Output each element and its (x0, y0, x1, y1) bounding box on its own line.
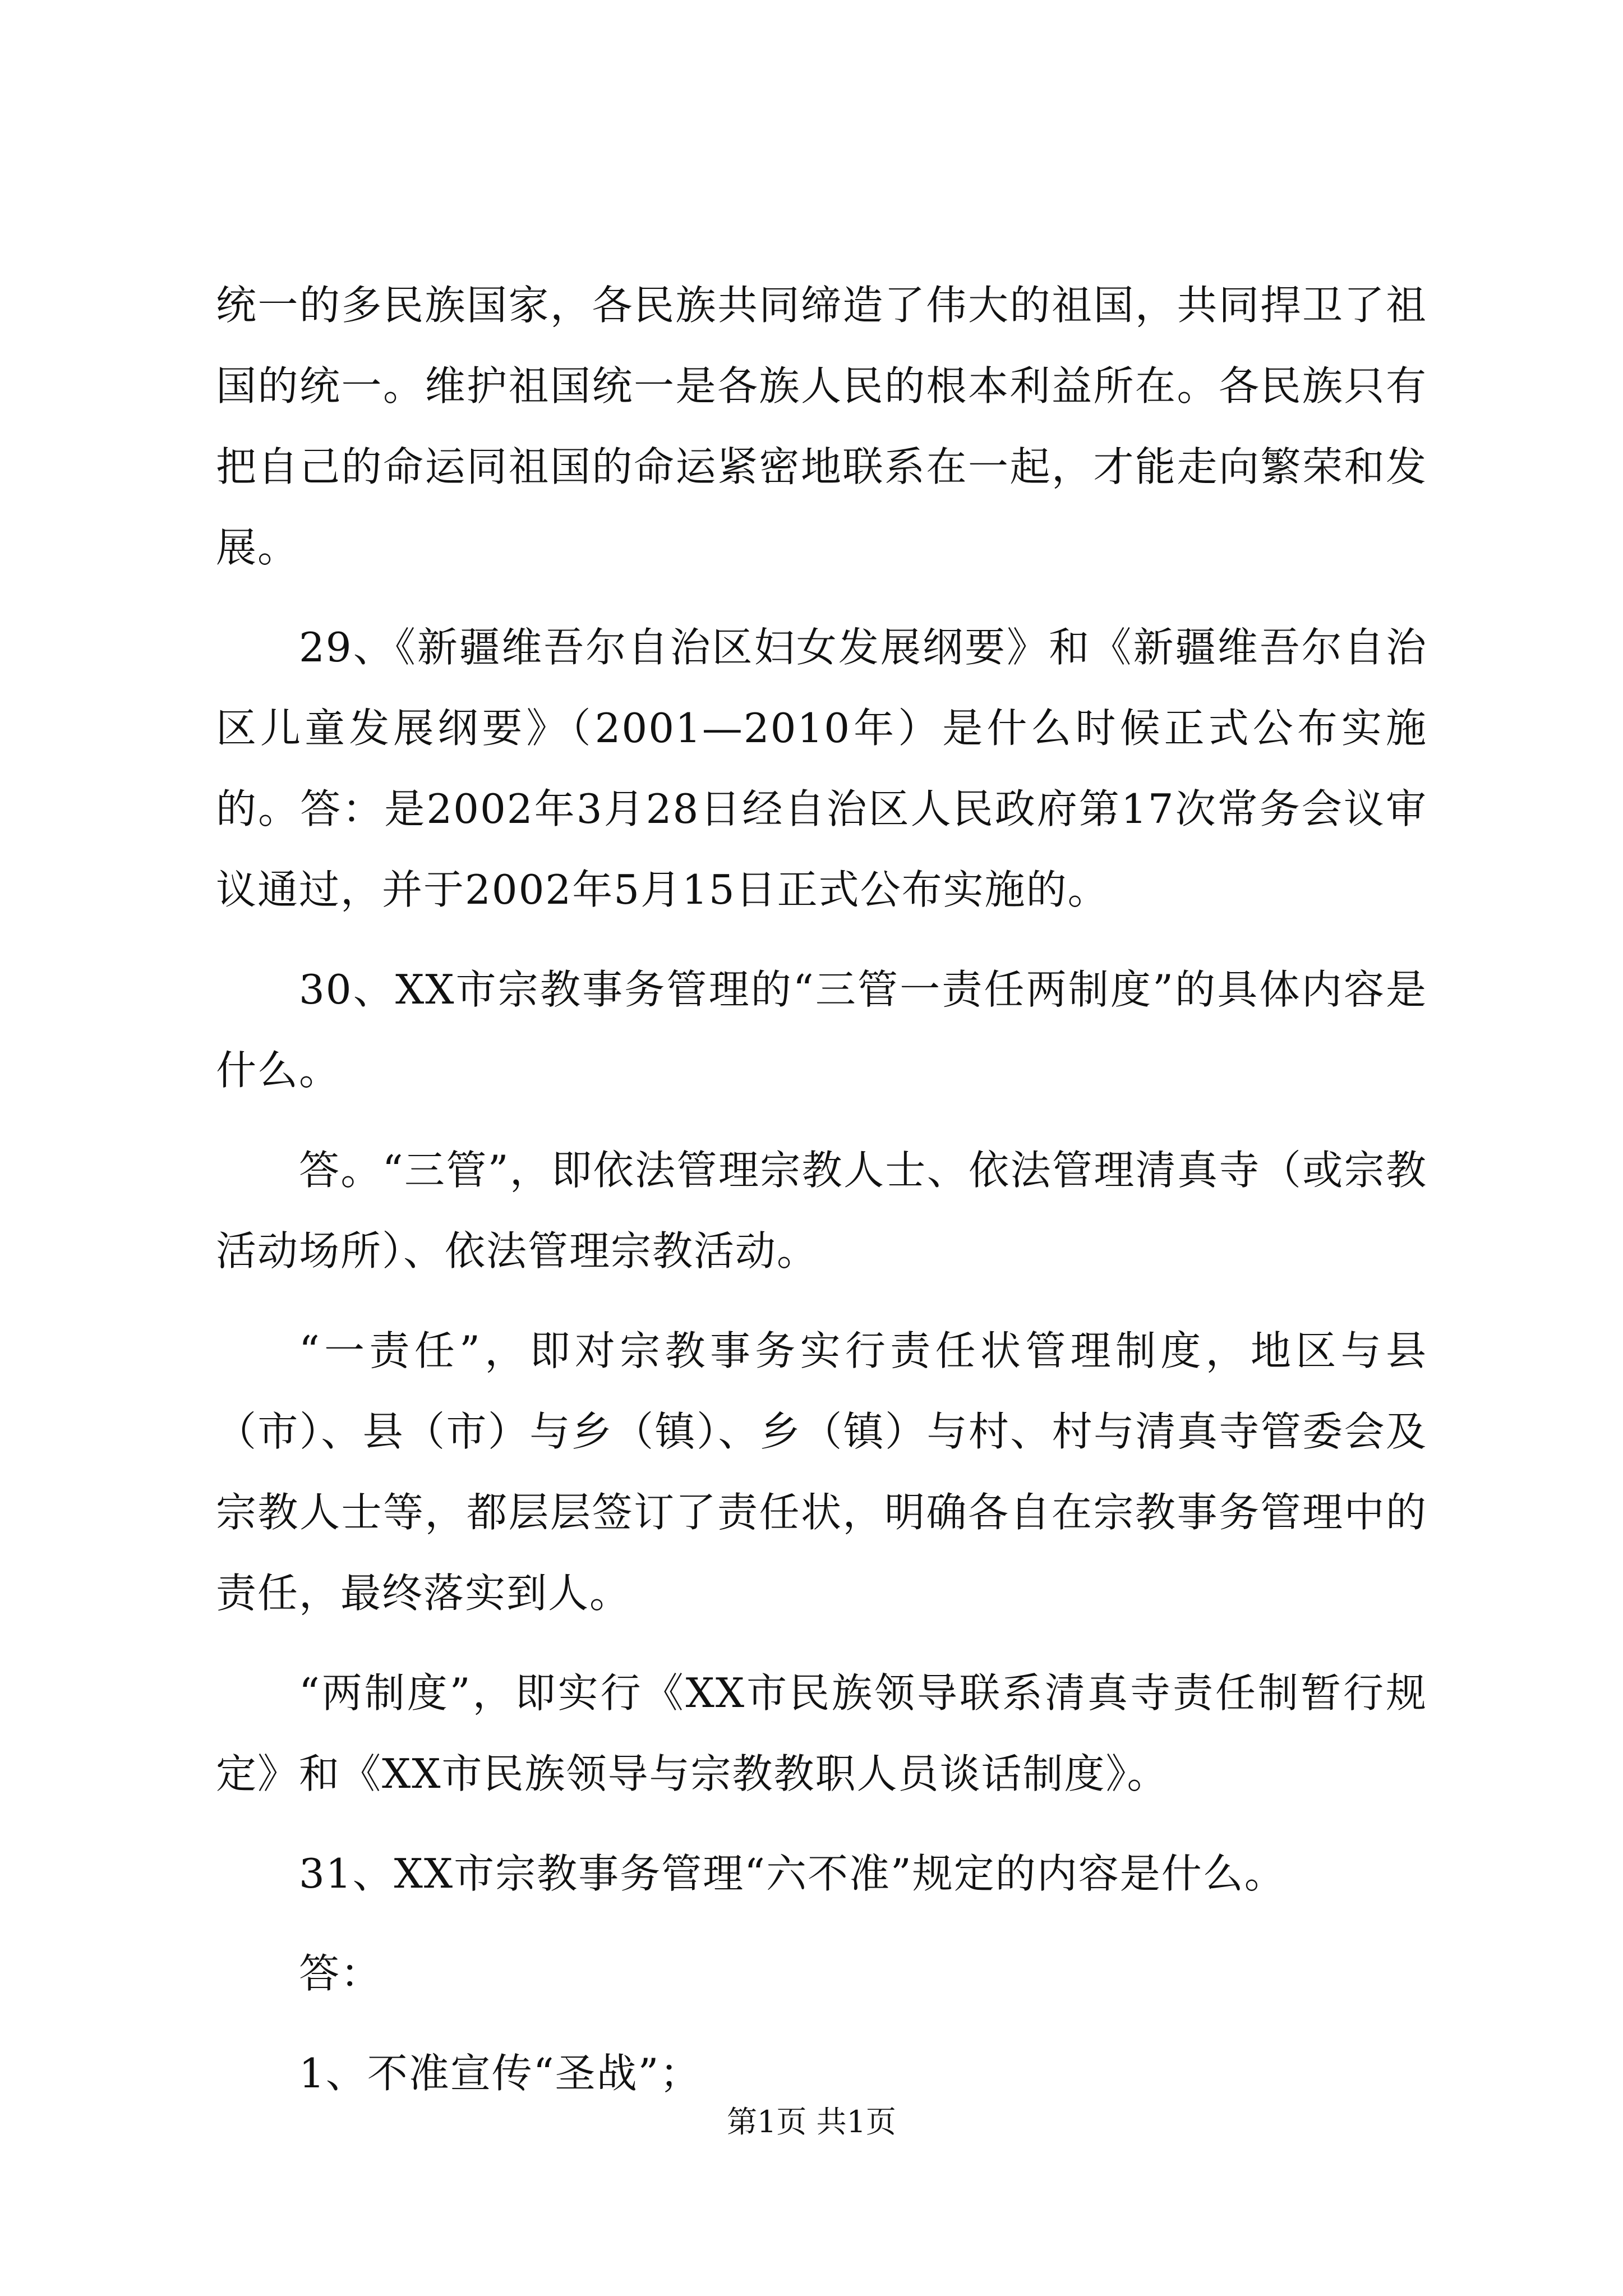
page-footer: 第1页 共1页 (727, 2104, 896, 2139)
paragraph-one-responsibility: “一责任”，即对宗教事务实行责任状管理制度，地区与县（市）、县（市）与乡（镇）、乡（镇）与村、村与清真寺管委会及宗教人士等，都层层签订了责任状，明确各自在宗教事务管理中的责任，最终落实到人。 (216, 1327, 1427, 1617)
paragraph-question-30: 30、XX市宗教事务管理的“三管一责任两制度”的具体内容是什么。 (216, 966, 1427, 1094)
paragraph-two-systems: “两制度”，即实行《XX市民族领导联系清真寺责任制暂行规定》和《XX市民族领导与宗教教职人员谈话制度》。 (216, 1669, 1427, 1797)
document-body (216, 265, 1427, 2133)
paragraph-question-29: 29、《新疆维吾尔自治区妇女发展纲要》和《新疆维吾尔自治区儿童发展纲要》（2001—2010年）是什么时候正式公布实施的。答：是2002年3月28日经自治区人民政府第17次常务会议审议通过，并于2002年5月15日正式公布实施的。 (216, 624, 1427, 913)
paragraph-answer-label: 答： (299, 1950, 382, 1997)
paragraph-question-31: 31、XX市宗教事务管理“六不准”规定的内容是什么。 (299, 1850, 1286, 1897)
paragraph-list-item-1: 1、不准宣传“圣战”； (299, 2050, 702, 2097)
paragraph-answer-three-management: 答。“三管”，即依法管理宗教人士、依法管理清真寺（或宗教活动场所）、依法管理宗教活动。 (216, 1147, 1427, 1274)
paragraph-continuation: 统一的多民族国家，各民族共同缔造了伟大的祖国，共同捍卫了祖国的统一。维护祖国统一是各族人民的根本利益所在。各民族只有把自己的命运同祖国的命运紧密地联系在一起，才能走向繁荣和发展。 (216, 282, 1427, 571)
